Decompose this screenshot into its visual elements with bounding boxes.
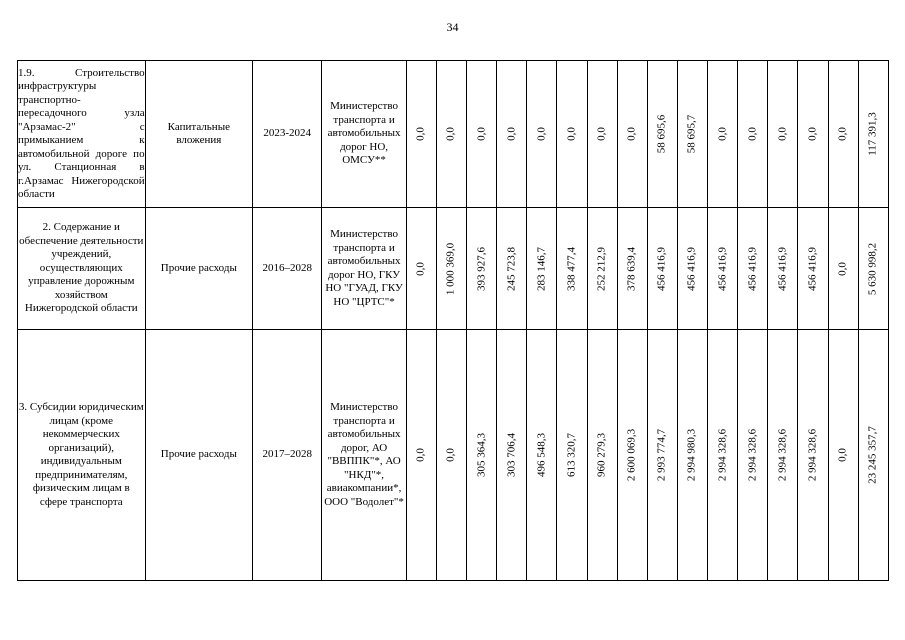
- value-text: 0,0: [414, 127, 427, 141]
- value-text: 283 146,7: [535, 246, 548, 291]
- value-cell: [557, 61, 587, 208]
- value-text: 245 723,8: [505, 246, 518, 291]
- value-cell: [708, 61, 738, 208]
- value-text: 0,0: [565, 127, 578, 141]
- value-cell: [828, 330, 858, 581]
- value-cell: [858, 61, 888, 208]
- value-text: 613 320,7: [565, 433, 578, 477]
- value-text: 0,0: [836, 127, 849, 141]
- value-text: 456 416,9: [655, 246, 668, 291]
- value-cell: [677, 330, 707, 581]
- value-cell: [617, 61, 647, 208]
- value-cell: [617, 208, 647, 330]
- value-text: 0,0: [716, 127, 729, 141]
- table-row: [18, 330, 889, 581]
- value-cell: [527, 208, 557, 330]
- value-cell: [406, 61, 436, 208]
- value-text: 58 695,6: [655, 114, 668, 154]
- page-number: 34: [446, 20, 459, 34]
- value-cell: [858, 330, 888, 581]
- expense-type-cell: Капитальные вложения: [145, 61, 252, 208]
- value-cell: [677, 208, 707, 330]
- value-cell: [587, 61, 617, 208]
- value-cell: [617, 330, 647, 581]
- value-text: 456 416,9: [716, 246, 729, 291]
- period-cell: 2016–2028: [253, 208, 322, 330]
- value-text: 1 000 369,0: [444, 242, 457, 295]
- value-cell: [557, 208, 587, 330]
- value-cell: [527, 330, 557, 581]
- value-cell: [587, 208, 617, 330]
- period-cell: 2023-2024: [253, 61, 322, 208]
- value-text: 117 391,3: [866, 112, 879, 156]
- value-text: 2 994 328,6: [806, 428, 819, 482]
- value-cell: [738, 208, 768, 330]
- value-text: 0,0: [836, 261, 849, 276]
- measure-name-cell: 3. Субсидии юридическим лицам (кроме некоммерческих организаций), индивидуальным предпринимателям, физическим лицам в сфере транспорта: [18, 330, 146, 581]
- value-cell: [828, 61, 858, 208]
- period-cell: 2017–2028: [253, 330, 322, 581]
- value-text: 5 630 998,2: [866, 242, 879, 295]
- executor-cell: Министерство транспорта и автомобильных дорог НО, ОМСУ**: [322, 61, 406, 208]
- value-text: 23 245 357,7: [866, 426, 879, 484]
- value-text: 456 416,9: [776, 246, 789, 291]
- value-cell: [406, 330, 436, 581]
- value-text: 0,0: [776, 127, 789, 141]
- value-text: 378 639,4: [625, 246, 638, 291]
- value-text: 0,0: [535, 127, 548, 141]
- value-text: 2 994 328,6: [716, 428, 729, 482]
- expense-type-cell: Прочие расходы: [145, 330, 252, 581]
- value-text: 0,0: [505, 127, 518, 141]
- value-cell: [467, 330, 497, 581]
- budget-table: [17, 60, 889, 581]
- value-text: 0,0: [475, 127, 488, 141]
- value-cell: [647, 208, 677, 330]
- value-cell: [738, 330, 768, 581]
- value-text: 2 994 980,3: [685, 428, 698, 482]
- value-text: 0,0: [836, 448, 849, 462]
- value-text: 2 600 069,3: [625, 428, 638, 482]
- value-text: 0,0: [806, 127, 819, 141]
- value-cell: [467, 208, 497, 330]
- value-text: 303 706,4: [505, 433, 518, 477]
- value-cell: [798, 330, 828, 581]
- value-text: 2 993 774,7: [655, 428, 668, 482]
- value-cell: [798, 208, 828, 330]
- value-cell: [406, 208, 436, 330]
- value-text: 252 212,9: [595, 246, 608, 291]
- table-row: [18, 61, 889, 208]
- expense-type-cell: Прочие расходы: [145, 208, 252, 330]
- value-cell: [436, 330, 466, 581]
- value-cell: [527, 61, 557, 208]
- value-text: 0,0: [595, 127, 608, 141]
- value-cell: [828, 208, 858, 330]
- value-text: 0,0: [444, 127, 457, 141]
- value-text: 0,0: [625, 127, 638, 141]
- value-cell: [677, 61, 707, 208]
- value-cell: [497, 330, 527, 581]
- value-cell: [647, 330, 677, 581]
- value-text: 456 416,9: [806, 246, 819, 291]
- value-text: 393 927,6: [475, 246, 488, 291]
- value-cell: [647, 61, 677, 208]
- value-cell: [436, 208, 466, 330]
- value-cell: [436, 61, 466, 208]
- value-cell: [798, 61, 828, 208]
- value-cell: [467, 61, 497, 208]
- executor-cell: Министерство транспорта и автомобильных дорог, АО "ВВППК"*, АО "НКД"*, авиакомпании*, ООО "Водолет"*: [322, 330, 406, 581]
- value-cell: [858, 208, 888, 330]
- value-text: 960 279,3: [595, 433, 608, 477]
- value-text: 305 364,3: [475, 433, 488, 477]
- value-cell: [497, 61, 527, 208]
- value-text: 338 477,4: [565, 246, 578, 291]
- value-cell: [708, 330, 738, 581]
- value-cell: [708, 208, 738, 330]
- executor-cell: Министерство транспорта и автомобильных дорог НО, ГКУ НО "ГУАД, ГКУ НО "ЦРТС"*: [322, 208, 406, 330]
- value-text: 0,0: [414, 448, 427, 462]
- value-cell: [768, 208, 798, 330]
- value-cell: [768, 330, 798, 581]
- value-text: 0,0: [746, 127, 759, 141]
- table-row: [18, 208, 889, 330]
- value-text: 0,0: [444, 448, 457, 462]
- value-text: 496 548,3: [535, 433, 548, 477]
- value-cell: [768, 61, 798, 208]
- value-cell: [497, 208, 527, 330]
- value-text: 456 416,9: [746, 246, 759, 291]
- value-cell: [587, 330, 617, 581]
- value-text: 2 994 328,6: [776, 428, 789, 482]
- measure-name-cell: 2. Содержание и обеспечение деятельности учреждений, осуществляющих управление дорожным хозяйством Нижегородской области: [18, 208, 146, 330]
- value-cell: [557, 330, 587, 581]
- value-text: 456 416,9: [685, 246, 698, 291]
- value-text: 0,0: [414, 261, 427, 276]
- value-text: 58 695,7: [685, 114, 698, 154]
- measure-name-cell: 1.9. Строительство инфраструктуры транспортно-пересадочного узла "Арзамас-2" с примыканием к автомобильной дороге по ул. Станционная в г.Арзамас Нижегородской области: [18, 61, 146, 208]
- value-text: 2 994 328,6: [746, 428, 759, 482]
- value-cell: [738, 61, 768, 208]
